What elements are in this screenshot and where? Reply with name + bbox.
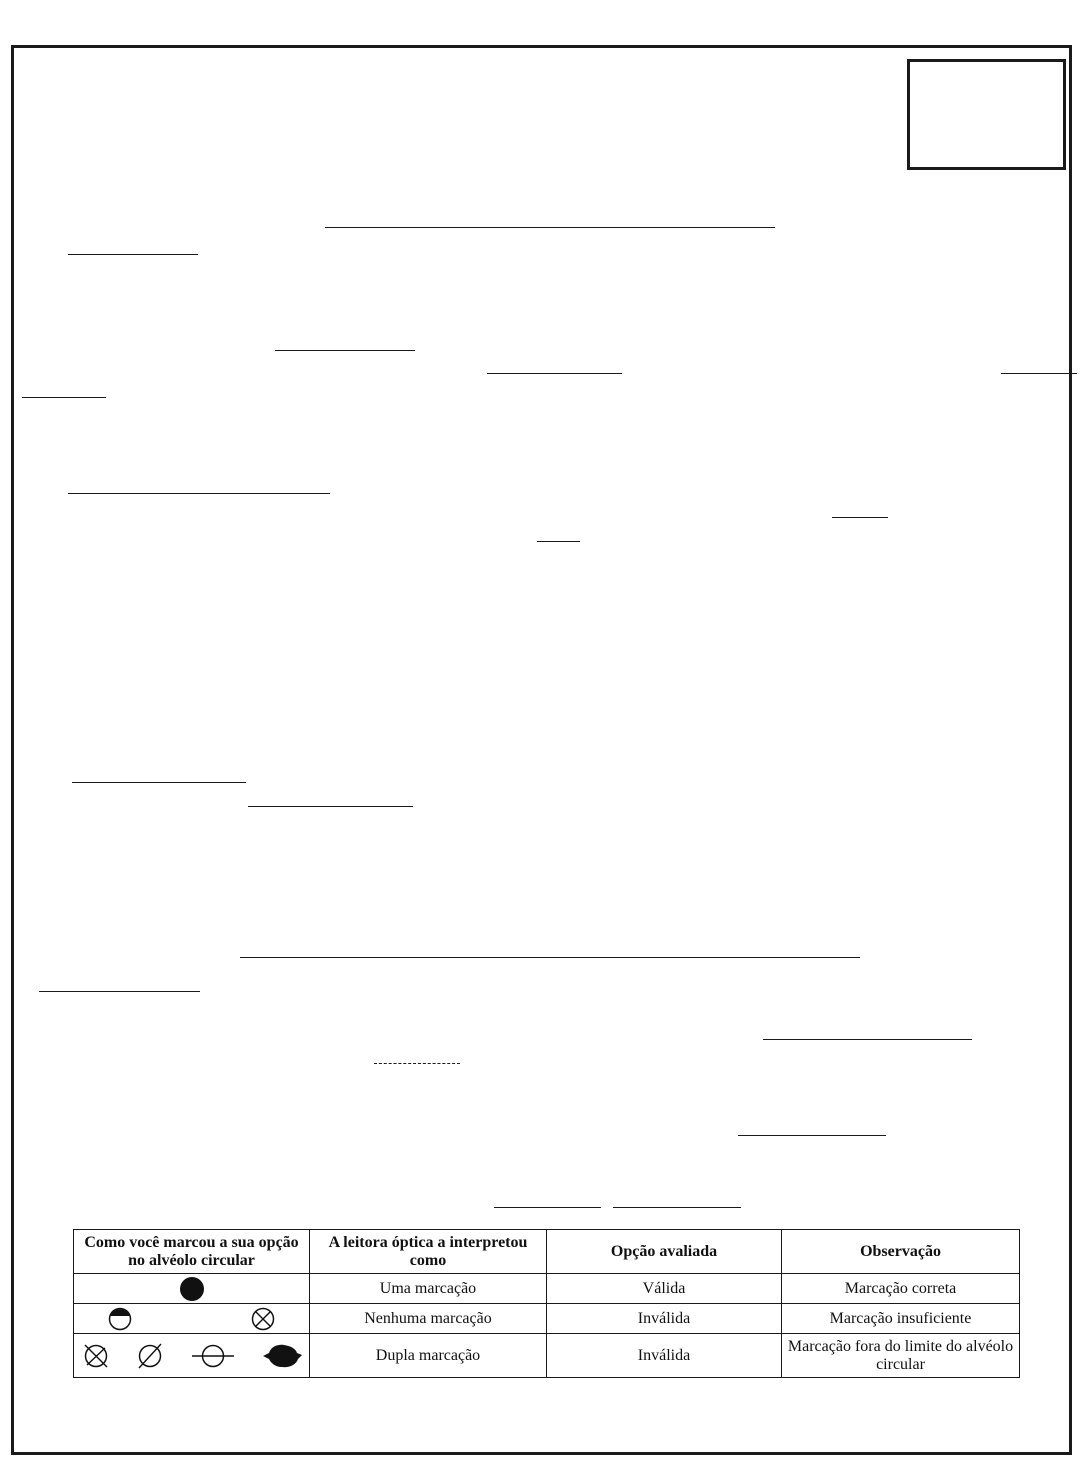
underline xyxy=(68,254,198,255)
marks-cell xyxy=(74,1274,310,1304)
underline xyxy=(832,517,888,518)
table-row xyxy=(74,1334,1020,1378)
table-row xyxy=(74,1274,1020,1304)
underline xyxy=(68,493,330,494)
header-how-marked: Como você marcou a sua opção no alvéolo circular xyxy=(74,1230,310,1274)
evaluated-cell: Válida xyxy=(547,1274,782,1304)
underline xyxy=(72,782,246,783)
lined-circle-icon xyxy=(191,1342,235,1370)
marking-legend-table xyxy=(73,1229,1020,1378)
underline xyxy=(1001,373,1077,374)
slashed-circle-icon xyxy=(136,1342,164,1370)
header-evaluated: Opção avaliada xyxy=(547,1230,782,1274)
crossed-circle-icon xyxy=(251,1307,275,1331)
underline xyxy=(613,1207,741,1208)
marks-cell xyxy=(74,1334,310,1378)
observation-cell: Marcação fora do limite do alvéolo circular xyxy=(782,1334,1020,1378)
dashed-underline xyxy=(374,1063,460,1064)
corner-box xyxy=(907,59,1066,170)
underline xyxy=(763,1039,972,1040)
underline xyxy=(240,957,860,958)
interpretation-cell: Dupla marcação xyxy=(310,1334,547,1378)
table-row xyxy=(74,1304,1020,1334)
underline xyxy=(248,806,413,807)
underline xyxy=(537,541,580,542)
overflow-blob-icon xyxy=(261,1342,303,1370)
underline xyxy=(275,350,415,351)
interpretation-cell: Nenhuma marcação xyxy=(310,1304,547,1334)
underline xyxy=(487,373,622,374)
double-crossed-circle-icon xyxy=(82,1342,110,1370)
observation-cell: Marcação correta xyxy=(782,1274,1020,1304)
evaluated-cell: Inválida xyxy=(547,1334,782,1378)
underline xyxy=(738,1135,886,1136)
half-filled-circle-icon xyxy=(108,1307,132,1331)
interpretation-cell: Uma marcação xyxy=(310,1274,547,1304)
header-observation: Observação xyxy=(782,1230,1020,1274)
underline xyxy=(22,397,106,398)
underline xyxy=(39,991,200,992)
header-interpretation: A leitora óptica a interpretou como xyxy=(310,1230,547,1274)
underline xyxy=(325,227,775,228)
evaluated-cell: Inválida xyxy=(547,1304,782,1334)
underline xyxy=(494,1207,601,1208)
filled-circle-icon xyxy=(179,1276,205,1302)
marks-cell xyxy=(74,1304,310,1334)
observation-cell: Marcação insuficiente xyxy=(782,1304,1020,1334)
